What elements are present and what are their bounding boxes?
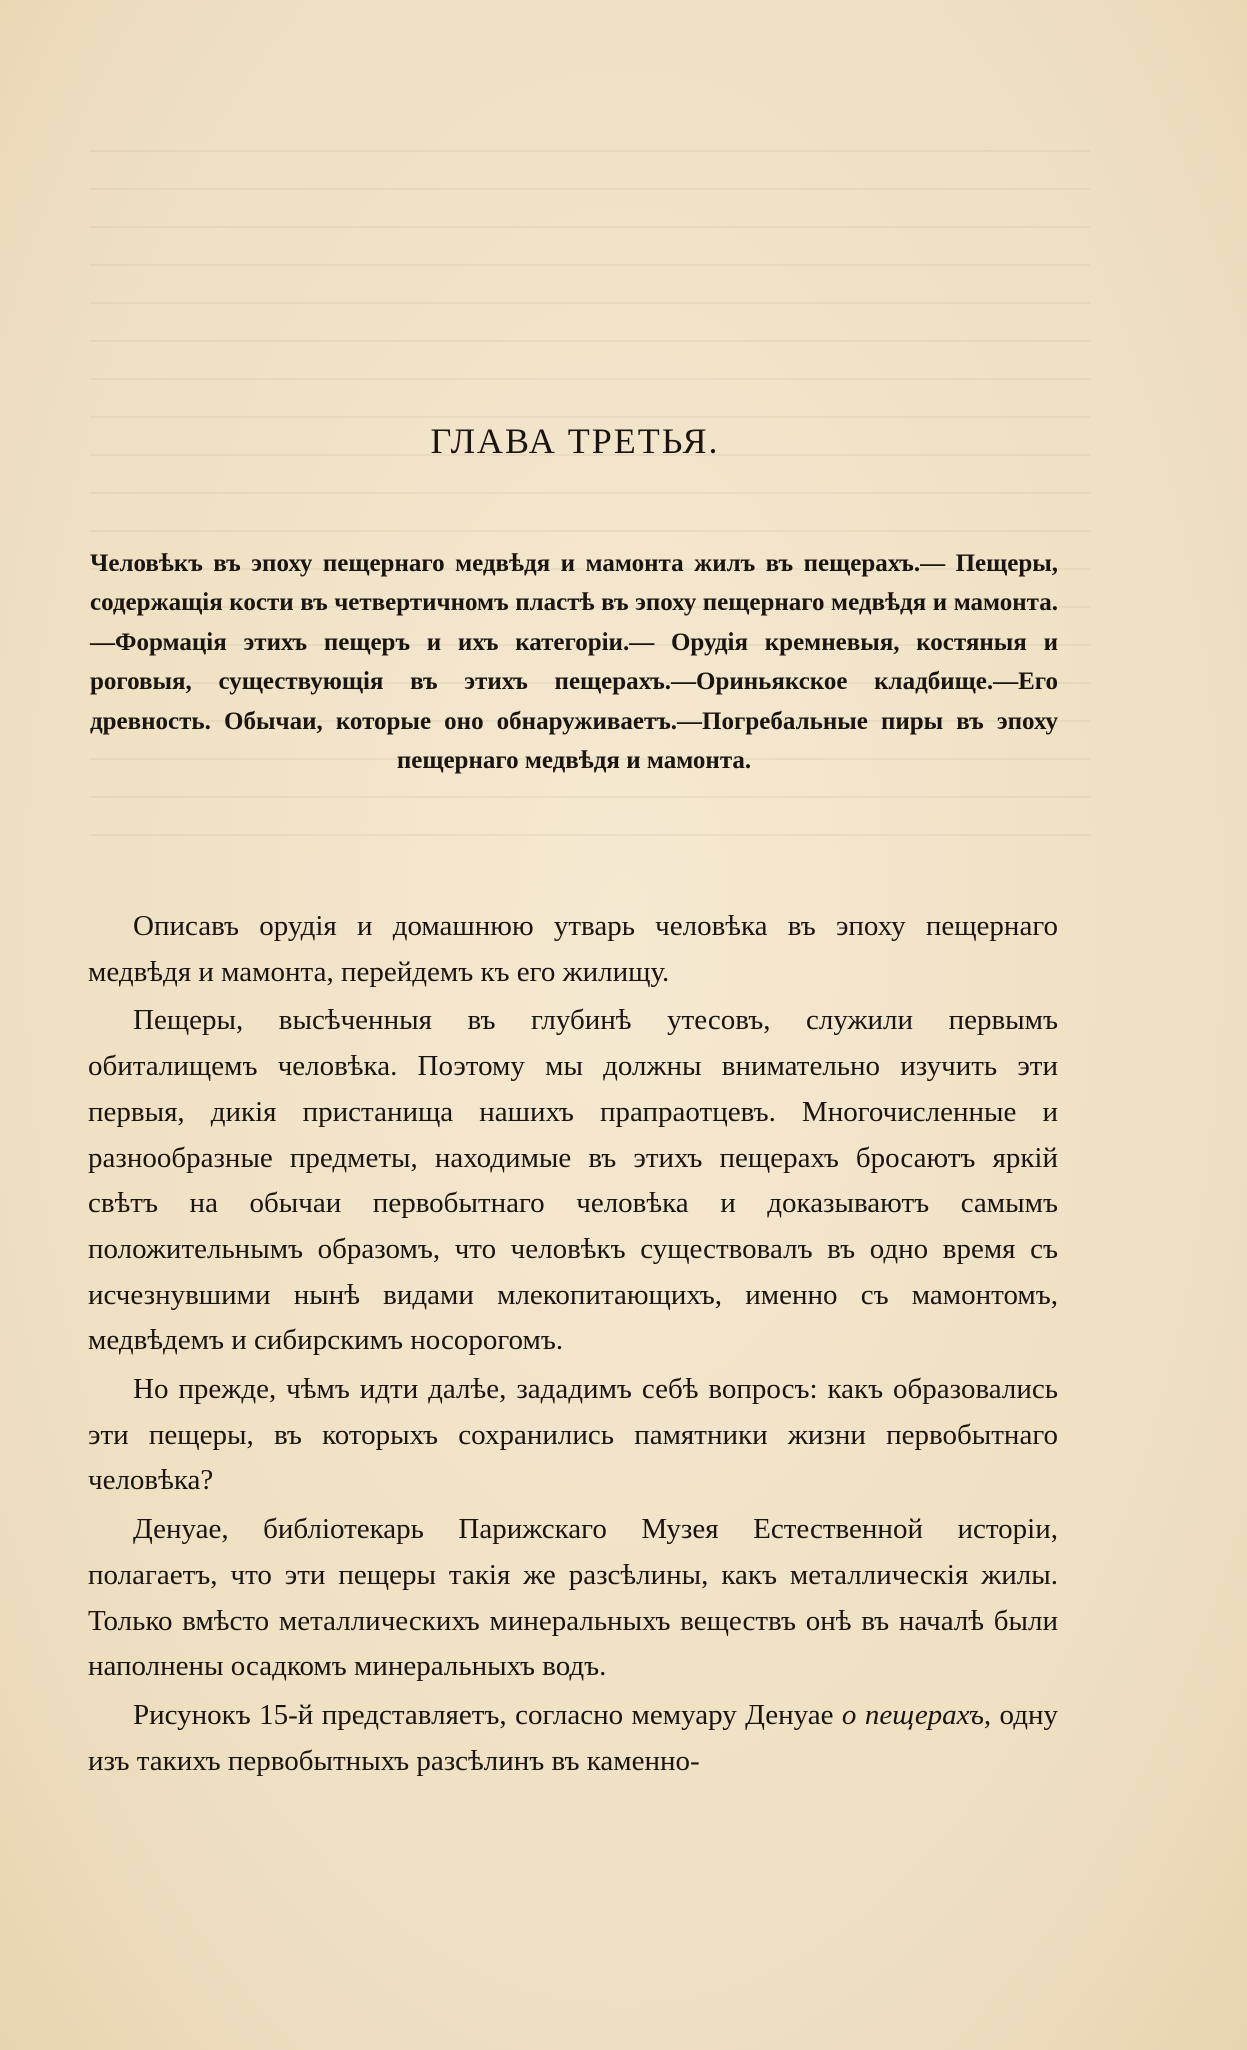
paragraph-5-italic: о пещерахъ	[841, 1698, 984, 1731]
chapter-summary: Человѣкъ въ эпоху пещернаго медвѣдя и мамонта жилъ въ пещерахъ.— Пещеры, содержащія кости въ четвертичномъ пластѣ въ эпоху пещернаго медвѣдя и мамонта.—Формація этихъ пещеръ и ихъ категоріи.— Орудія кремневыя, костяныя и роговыя, существующія въ этихъ пещерахъ.—Ориньякское кладбище.—Его древность. Обычаи, которые оно обнаруживаетъ.—Погребальные пиры въ эпоху пещернаго медвѣдя и мамонта.	[90, 550, 1058, 775]
paragraph-2: Пещеры, высѣченныя въ глубинѣ утесовъ, служили первымъ обиталищемъ человѣка. Поэтому мы должны внимательно изучить эти первыя, дикія пристанища нашихъ прапраотцевъ. Многочисленные и разнообразные предметы, находимые въ этихъ пещерахъ бросаютъ яркій свѣтъ на обычаи первобытнаго человѣка и доказываютъ самымъ положительнымъ образомъ, что человѣкъ существовалъ въ одно время съ исчезнувшими нынѣ видами млекопитающихъ, именно съ мамонтомъ, медвѣдемъ и сибирскимъ носорогомъ.	[88, 1004, 1058, 1357]
paragraph-1: Описавъ орудія и домашнюю утварь человѣка въ эпоху пещернаго медвѣдя и мамонта, перейдемъ къ его жилищу.	[88, 910, 1058, 988]
paragraph-5-start: Рисунокъ 15-й представляетъ, согласно мемуару Денуае	[133, 1698, 842, 1731]
paragraph-5-end: , одну изъ такихъ первобытныхъ разсѣлинъ въ каменно-	[88, 1698, 1058, 1777]
chapter-title: ГЛАВА ТРЕТЬЯ.	[430, 421, 720, 461]
paragraph-3: Но прежде, чѣмъ идти далѣе, зададимъ себѣ вопросъ: какъ образовались эти пещеры, въ которыхъ сохранились памятники жизни первобытнаго человѣка?	[88, 1373, 1058, 1497]
body-text	[88, 904, 1058, 1787]
paragraph-5	[88, 1693, 1058, 1784]
paragraph-4: Денуае, библіотекарь Парижскаго Музея Естественной исторіи, полагаетъ, что эти пещеры такія же разсѣлины, какъ металлическія жилы. Только вмѣсто металлическихъ минеральныхъ веществъ онѣ въ началѣ были наполнены осадкомъ минеральныхъ водъ.	[88, 1513, 1058, 1683]
